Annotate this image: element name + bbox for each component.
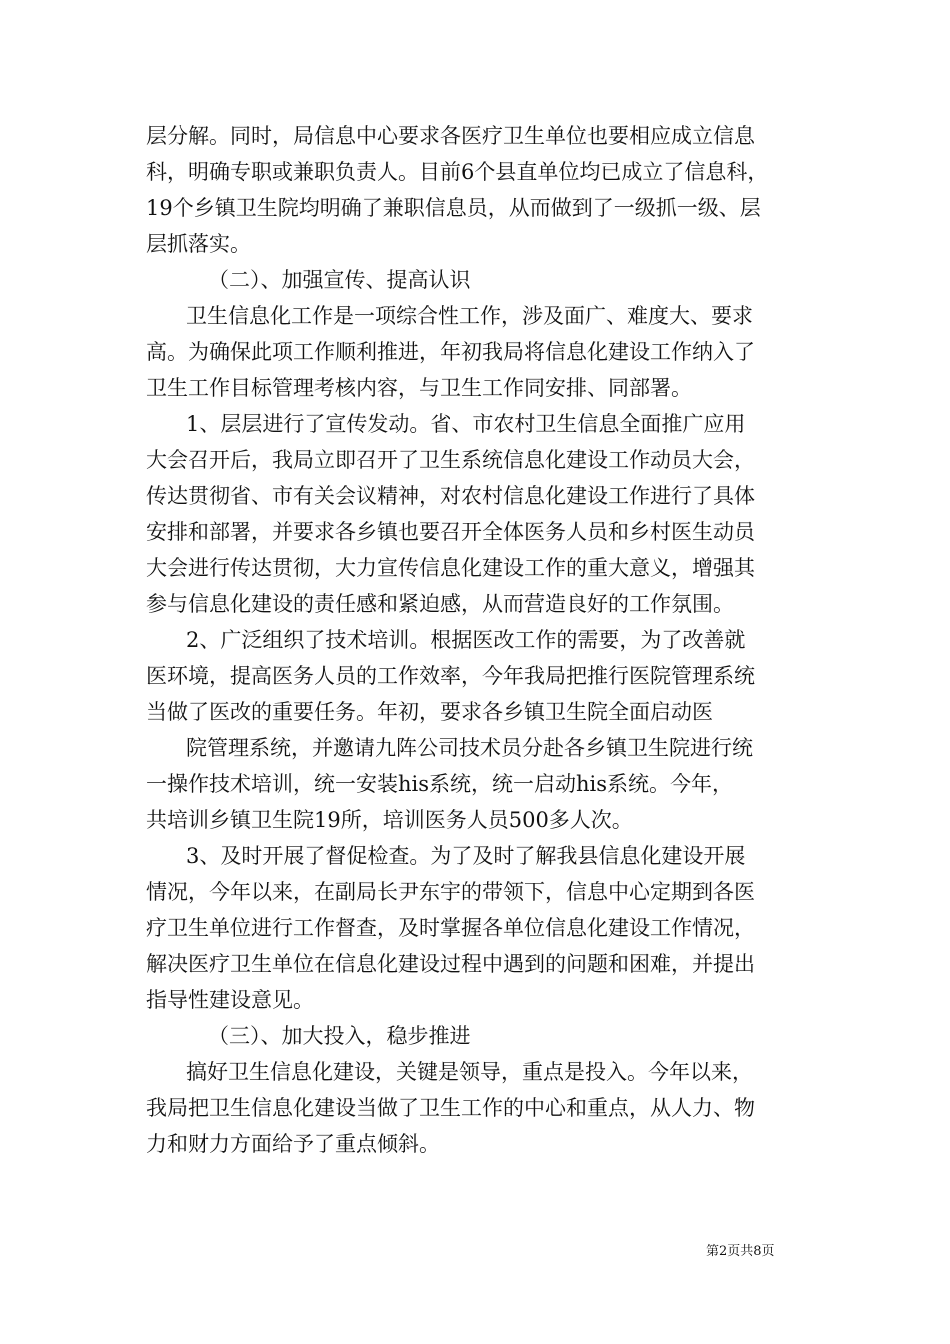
- text-line: 层抓落实。: [146, 232, 251, 256]
- paragraph-start: 2、广泛组织了技术培训。根据医改工作的需要，为了改善就: [186, 628, 746, 652]
- paragraph-start: 搞好卫生信息化建设，关键是领导，重点是投入。今年以来，: [186, 1060, 753, 1084]
- paragraph-start: 院管理系统，并邀请九阵公司技术员分赴各乡镇卫生院进行统: [186, 736, 753, 760]
- text-line: 大会召开后，我局立即召开了卫生系统信息化建设工作动员大会，: [146, 448, 755, 472]
- text-line: 情况，今年以来，在副局长尹东宇的带领下，信息中心定期到各医: [146, 880, 755, 904]
- text-line: 高。为确保此项工作顺利推进，年初我局将信息化建设工作纳入了: [146, 340, 755, 364]
- paragraph-start: 1、层层进行了宣传发动。省、市农村卫生信息全面推广应用: [186, 412, 746, 436]
- section-heading: （三）、加大投入，稳步推进: [208, 1024, 471, 1048]
- text-line: 力和财力方面给予了重点倾斜。: [146, 1132, 440, 1156]
- text-line: 层分解。同时，局信息中心要求各医疗卫生单位也要相应成立信息: [146, 124, 755, 148]
- text-line: 疗卫生单位进行工作督查，及时掌握各单位信息化建设工作情况，: [146, 916, 755, 940]
- text-line: 大会进行传达贯彻，大力宣传信息化建设工作的重大意义，增强其: [146, 556, 755, 580]
- text-line: 一操作技术培训，统一安装his系统，统一启动his系统。今年，: [146, 772, 734, 796]
- text-line: 参与信息化建设的责任感和紧迫感，从而营造良好的工作氛围。: [146, 592, 734, 616]
- paragraph-start: 卫生信息化工作是一项综合性工作，涉及面广、难度大、要求: [186, 304, 753, 328]
- text-line: 医环境，提高医务人员的工作效率，今年我局把推行医院管理系统: [146, 664, 755, 688]
- document-body: [146, 118, 814, 1162]
- text-line: 传达贯彻省、市有关会议精神，对农村信息化建设工作进行了具体: [146, 484, 755, 508]
- text-line: 解决医疗卫生单位在信息化建设过程中遇到的问题和困难，并提出: [146, 952, 755, 976]
- text-line: 共培训乡镇卫生院19所，培训医务人员500多人次。: [146, 808, 633, 832]
- text-line: 19个乡镇卫生院均明确了兼职信息员，从而做到了一级抓一级、层: [146, 196, 761, 220]
- text-line: 我局把卫生信息化建设当做了卫生工作的中心和重点，从人力、物: [146, 1096, 755, 1120]
- text-line: 安排和部署，并要求各乡镇也要召开全体医务人员和乡村医生动员: [146, 520, 755, 544]
- text-line: 卫生工作目标管理考核内容，与卫生工作同安排、同部署。: [146, 376, 692, 400]
- text-line: 指导性建设意见。: [146, 988, 314, 1012]
- page-number: 第2页共8页: [706, 1244, 775, 1259]
- text-line: 科，明确专职或兼职负责人。目前6个县直单位均已成立了信息科，: [146, 160, 769, 184]
- text-line: 当做了医改的重要任务。年初，要求各乡镇卫生院全面启动医: [146, 700, 713, 724]
- paragraph-start: 3、及时开展了督促检查。为了及时了解我县信息化建设开展: [186, 844, 746, 868]
- section-heading: （二）、加强宣传、提高认识: [208, 268, 471, 292]
